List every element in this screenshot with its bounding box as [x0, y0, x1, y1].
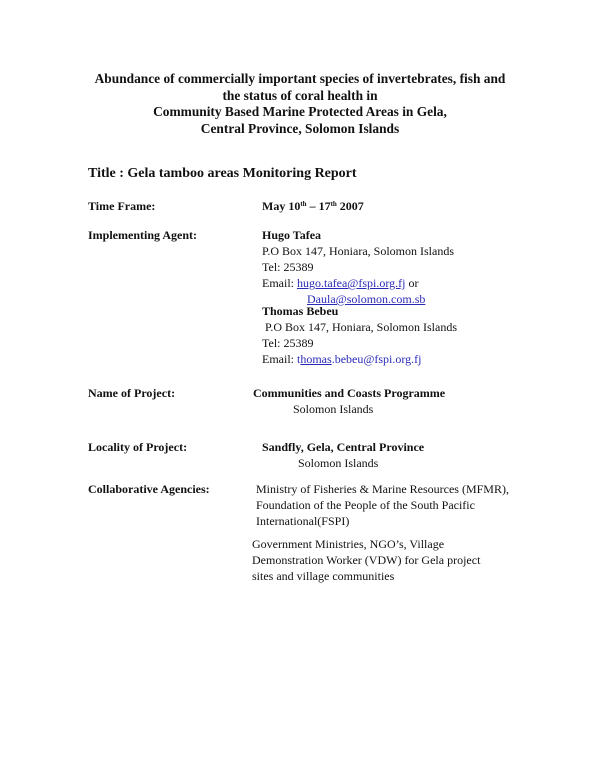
agent-tel: Tel: 25389 [262, 336, 314, 350]
email-part[interactable]: .bebeu@fspi.org.fj [331, 352, 422, 366]
project-name-label: Name of Project: [88, 386, 176, 400]
time-frame-start-sup: th [300, 200, 307, 208]
agent-name: Thomas Bebeu [262, 304, 339, 318]
agency-line: Demonstration Worker (VDW) for Gela project [252, 553, 481, 567]
locality-name: Sandfly, Gela, Central Province [262, 440, 425, 454]
agencies-label: Collaborative Agencies: [88, 482, 210, 496]
locality-sub: Solomon Islands [298, 456, 379, 470]
time-frame-year: 2007 [336, 199, 364, 213]
agencies-group-1 [256, 481, 509, 529]
agent-block-thomas [262, 303, 457, 367]
agencies-group-2 [252, 536, 480, 584]
email-prefix: Email: [262, 276, 297, 290]
agent-email-line [262, 275, 454, 291]
project-name: Communities and Coasts Programme [253, 386, 446, 400]
agency-line: Foundation of the People of the South Pacific [256, 498, 475, 512]
locality-value [262, 439, 424, 471]
agency-line: Ministry of Fisheries & Marine Resources (MFMR), [256, 482, 509, 496]
agent-address: P.O Box 147, Honiara, Solomon Islands [262, 244, 454, 258]
agency-line: sites and village communities [252, 569, 395, 583]
email-part-underlined[interactable]: homas [300, 352, 332, 366]
agent-tel: Tel: 25389 [262, 260, 314, 274]
agent-name: Hugo Tafea [262, 228, 322, 242]
agency-line: International(FSPI) [256, 514, 350, 528]
time-frame-value [262, 198, 364, 214]
email-prefix: Email: [262, 352, 297, 366]
report-heading [60, 71, 540, 137]
document-title: Title : Gela tamboo areas Monitoring Report [88, 166, 357, 181]
agent-block-hugo [262, 227, 454, 307]
agent-address: P.O Box 147, Honiara, Solomon Islands [265, 320, 457, 334]
time-frame-start: May 10 [262, 199, 301, 213]
agency-line: Government Ministries, NGO’s, Village [252, 537, 445, 551]
agent-email-line[interactable] [262, 351, 457, 367]
time-frame-separator: – 17 [306, 199, 331, 213]
time-frame-end-sup: th [330, 200, 337, 208]
project-name-value [253, 385, 445, 417]
email-or: or [405, 276, 419, 290]
heading-line: Abundance of commercially important species of invertebrates, fish and [94, 71, 506, 86]
heading-line: the status of coral health in [222, 87, 378, 103]
project-sub: Solomon Islands [293, 402, 374, 416]
heading-line: Central Province, Solomon Islands [200, 120, 400, 136]
implementing-agent-label: Implementing Agent: [88, 228, 197, 242]
time-frame-label: Time Frame: [88, 199, 156, 213]
email-link-hugo[interactable]: hugo.tafea@fspi.org.fj [297, 276, 406, 290]
email-link-daula[interactable]: Daula@solomon.com.sb [307, 292, 426, 306]
heading-line: Community Based Marine Protected Areas in Gela, [153, 104, 447, 119]
email-part[interactable]: t [297, 352, 301, 366]
locality-label: Locality of Project: [88, 440, 188, 454]
